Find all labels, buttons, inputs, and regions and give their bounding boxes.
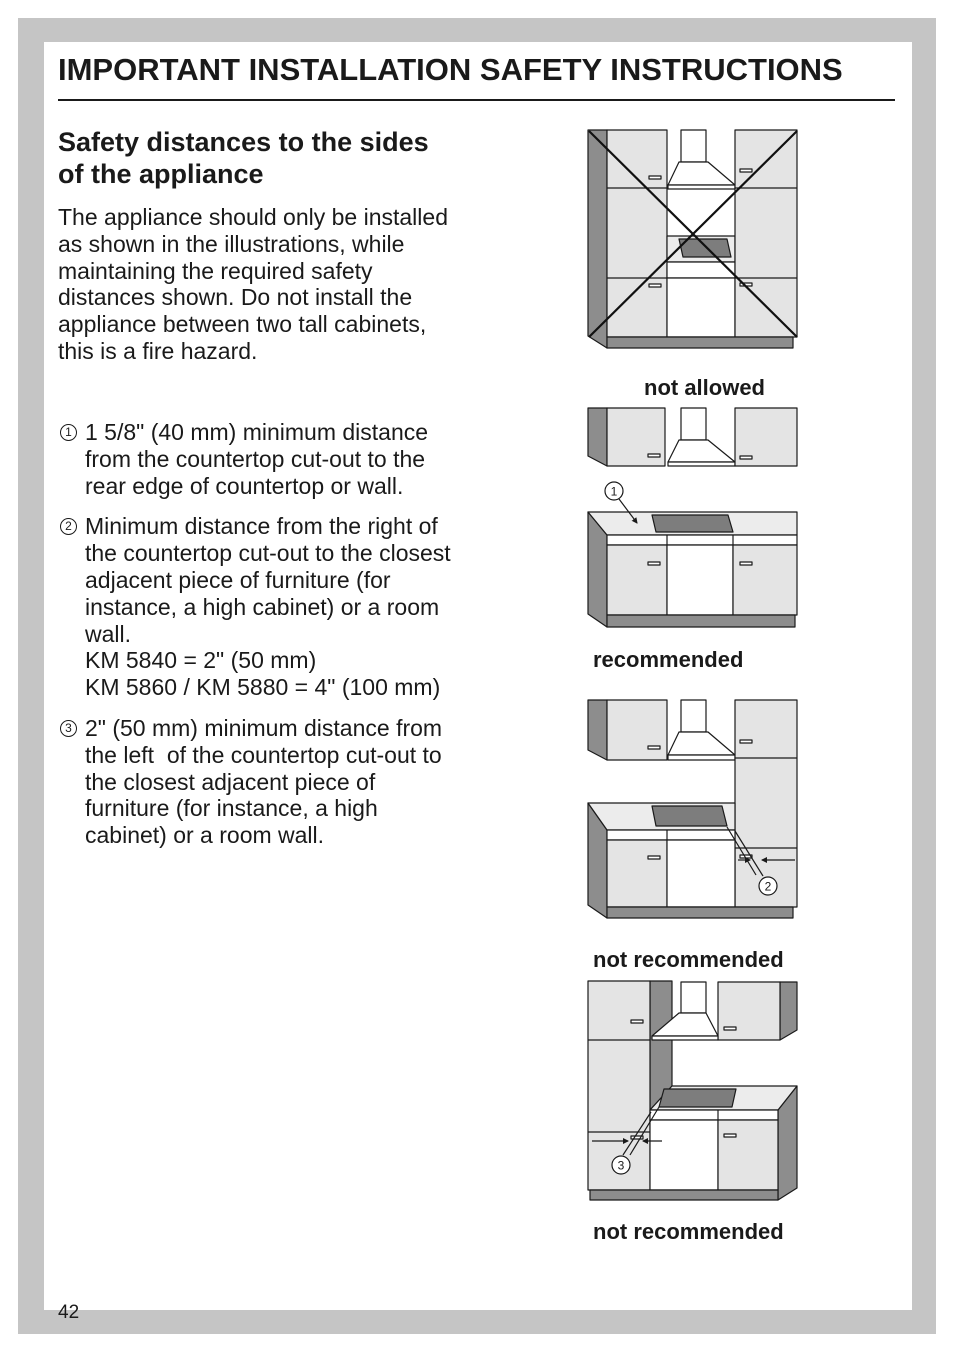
base-cabinets xyxy=(607,830,735,907)
handle-icon xyxy=(648,454,660,457)
page-number: 42 xyxy=(58,1302,80,1323)
illustration-recommended xyxy=(580,400,810,635)
intro-line: this is a fire hazard. xyxy=(58,337,258,364)
plinth xyxy=(607,615,795,627)
title-divider xyxy=(58,99,895,101)
cooktop xyxy=(652,806,727,826)
instruction-line: cabinet) or a room wall. xyxy=(85,822,325,849)
instruction-line: the countertop cut-out to the closest xyxy=(85,540,451,567)
illustration-caption: not allowed xyxy=(644,375,765,400)
cooktop xyxy=(659,1089,736,1107)
wall-cabinet-left xyxy=(588,408,665,466)
handle-icon xyxy=(724,1134,736,1137)
instruction-line: KM 5840 = 2" (50 mm) xyxy=(85,647,317,674)
instruction-line: Minimum distance from the right of xyxy=(85,513,438,540)
cooktop xyxy=(679,239,731,257)
intro-line: The appliance should only be installed xyxy=(58,204,448,230)
instruction-line: the left of the countertop cut-out to xyxy=(85,741,442,768)
illustration-not-allowed xyxy=(580,120,810,360)
intro-paragraph xyxy=(58,204,448,365)
wall-cabinet-right xyxy=(735,408,797,466)
instruction-line: adjacent piece of furniture (for xyxy=(85,566,391,593)
base-cabinets xyxy=(607,535,797,615)
instruction-line: furniture (for instance, a high xyxy=(85,795,378,822)
handle-icon xyxy=(740,456,752,459)
plinth xyxy=(607,337,793,348)
handle-icon xyxy=(740,740,752,743)
handle-icon xyxy=(740,562,752,565)
cooktop xyxy=(652,515,733,532)
instruction-line: KM 5860 / KM 5880 = 4" (100 mm) xyxy=(85,674,441,701)
step-number-badge: 2 xyxy=(60,518,77,535)
callout-number: 2 xyxy=(764,879,772,894)
range-hood xyxy=(668,408,735,466)
instruction-item xyxy=(58,513,451,701)
handle-icon xyxy=(724,1027,736,1030)
instruction-line: from the countertop cut-out to the xyxy=(85,445,426,472)
instruction-line: 2" (50 mm) minimum distance from xyxy=(85,714,443,741)
illustration-caption: not recommended xyxy=(593,947,784,972)
handle-icon xyxy=(648,746,660,749)
tall-cabinet-left xyxy=(588,130,667,348)
instruction-item xyxy=(58,419,451,499)
tall-cabinet-right xyxy=(735,700,797,907)
instruction-line: rear edge of countertop or wall. xyxy=(85,472,404,499)
callout-number: 3 xyxy=(617,1158,625,1173)
wall-cabinet-left xyxy=(588,700,667,760)
handle-icon xyxy=(649,284,661,287)
section-heading xyxy=(58,126,429,190)
step-number-badge: 3 xyxy=(60,720,77,737)
plinth xyxy=(590,1190,778,1200)
range-hood xyxy=(668,130,735,189)
handle-icon xyxy=(649,176,661,179)
instruction-item xyxy=(58,715,451,849)
base-cabinets xyxy=(650,1110,778,1190)
intro-line: as shown in the illustrations, while xyxy=(58,230,405,257)
handle-icon xyxy=(648,856,660,859)
instruction-line: instance, a high cabinet) or a room xyxy=(85,593,440,620)
intro-line: appliance between two tall cabinets, xyxy=(58,311,427,338)
base-cabinet-middle xyxy=(667,278,735,337)
wall-cabinet-right xyxy=(718,982,797,1040)
callout-number: 1 xyxy=(610,484,618,499)
intro-line: maintaining the required safety xyxy=(58,257,373,284)
instruction-line: the closest adjacent piece of xyxy=(85,768,376,795)
handle-icon xyxy=(631,1020,643,1023)
range-hood xyxy=(668,700,735,760)
plinth xyxy=(607,907,793,918)
illustration-caption: not recommended xyxy=(593,1219,784,1244)
page-title: IMPORTANT INSTALLATION SAFETY INSTRUCTIONS xyxy=(58,52,843,87)
heading-line: of the appliance xyxy=(58,159,264,189)
illustration-not-recommended-right xyxy=(580,695,810,925)
instruction-list xyxy=(58,419,451,863)
instruction-line: 1 5/8" (40 mm) minimum distance xyxy=(85,419,429,445)
heading-line: Safety distances to the sides xyxy=(58,127,429,157)
illustration-caption: recommended xyxy=(593,647,744,672)
illustration-not-recommended-left xyxy=(580,975,810,1207)
intro-line: distances shown. Do not install the xyxy=(58,284,413,311)
step-number-badge: 1 xyxy=(60,424,77,441)
handle-icon xyxy=(740,169,752,172)
handle-icon xyxy=(648,562,660,565)
instruction-line: wall. xyxy=(85,620,132,647)
